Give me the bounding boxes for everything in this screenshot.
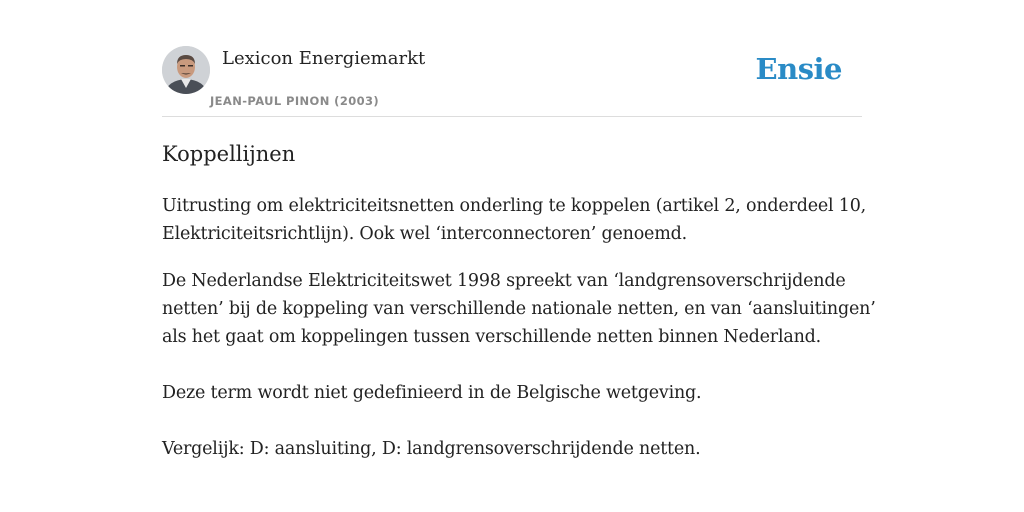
paragraph-line: Deze term wordt niet gedefinieerd in de Belgische wetgeving. <box>162 383 702 403</box>
ensie-logo[interactable]: Ensie <box>755 52 842 86</box>
definition-paragraph <box>162 267 876 351</box>
author-photo-icon[interactable] <box>162 46 210 94</box>
paragraph-line: Uitrusting om elektriciteitsnetten onderling te koppelen (artikel 2, onderdeel 10, <box>162 196 867 216</box>
definition-paragraph <box>162 379 862 407</box>
paragraph-line: netten’ bij de koppeling van verschillende nationale netten, en van ‘aansluitingen’ <box>162 299 876 319</box>
paragraph-line: Elektriciteitsrichtlijn). Ook wel ‘interconnectoren’ genoemd. <box>162 224 687 244</box>
definition-paragraph <box>162 192 867 248</box>
source-title[interactable]: Lexicon Energiemarkt <box>222 48 426 69</box>
author-photo-icon <box>162 46 210 94</box>
source-header <box>162 46 862 117</box>
author-name[interactable]: JEAN-PAUL PINON (2003) <box>210 94 380 108</box>
see-also-paragraph <box>162 435 862 463</box>
paragraph-line: als het gaat om koppelingen tussen verschillende netten binnen Nederland. <box>162 327 822 347</box>
headword: Koppellijnen <box>162 142 296 166</box>
paragraph-line: De Nederlandse Elektriciteitswet 1998 spreekt van ‘landgrensoverschrijdende <box>162 271 846 291</box>
article <box>162 140 876 463</box>
paragraph-line: Vergelijk: D: aansluiting, D: landgrensoverschrijdende netten. <box>162 439 701 459</box>
